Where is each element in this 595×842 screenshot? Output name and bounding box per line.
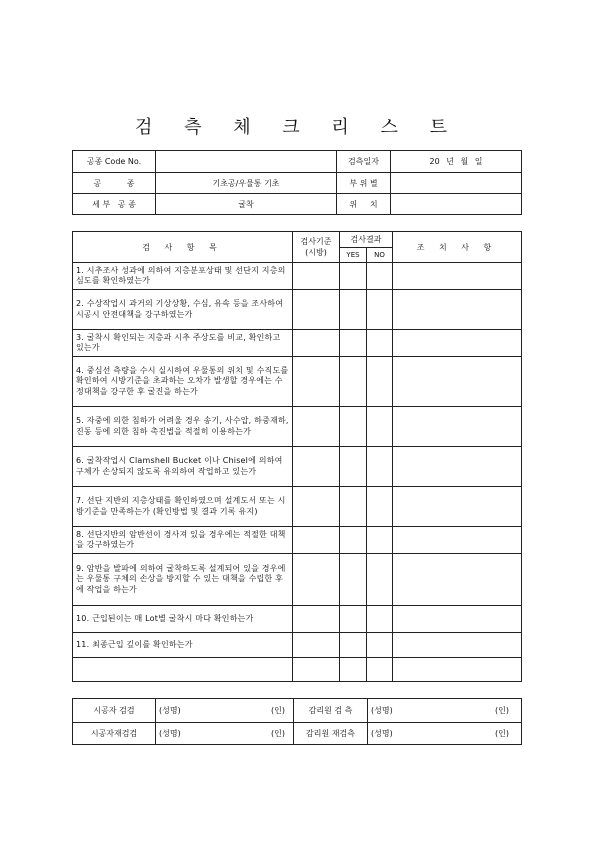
standard-cell[interactable] xyxy=(293,330,340,357)
table-row xyxy=(73,447,522,487)
supervisor-name-field[interactable]: (성명) xyxy=(368,699,468,723)
page-title: 검 측 체 크 리 스 트 xyxy=(134,117,461,138)
contractor-inspect-label: 시공자 검검 xyxy=(73,699,156,723)
standard-cell[interactable] xyxy=(293,633,340,658)
col-yes-header: YES xyxy=(340,248,367,263)
supervisor-seal[interactable]: (인) xyxy=(468,699,522,723)
yes-cell[interactable] xyxy=(340,407,367,447)
check-item-7: 7. 선단 지반의 지층상태를 확인하였으며 설계도서 또는 시방기준을 만족하는가 (확인방법 및 결과 기록 유지) xyxy=(73,487,293,527)
position-label: 위 치 xyxy=(337,194,391,215)
yes-cell[interactable] xyxy=(340,527,367,554)
yes-cell[interactable] xyxy=(340,447,367,487)
yes-cell[interactable] xyxy=(340,330,367,357)
location-label: 부 위 별 xyxy=(337,173,391,194)
no-cell[interactable] xyxy=(367,447,393,487)
location-value-field[interactable] xyxy=(391,173,522,194)
info-table xyxy=(72,150,522,215)
supervisor-reinspect-name-field[interactable]: (성명) xyxy=(368,723,468,745)
action-cell[interactable] xyxy=(393,357,522,407)
table-row xyxy=(73,290,522,330)
date-value-field[interactable]: 20 년 월 일 xyxy=(391,151,522,173)
action-cell[interactable] xyxy=(393,263,522,290)
action-cell[interactable] xyxy=(393,527,522,554)
table-row xyxy=(73,633,522,658)
table-row xyxy=(73,527,522,554)
signature-table xyxy=(72,698,522,745)
table-row xyxy=(73,330,522,357)
yes-cell[interactable] xyxy=(340,263,367,290)
standard-cell[interactable] xyxy=(293,407,340,447)
col-action-header: 조 치 사 항 xyxy=(393,232,522,263)
check-item-5: 5. 자중에 의한 침하가 어려울 경우 송기, 사수압, 하중재하, 진동 등에 의한 침하 촉진법을 적절히 이용하는가 xyxy=(73,407,293,447)
no-cell[interactable] xyxy=(367,554,393,606)
yes-cell[interactable] xyxy=(340,290,367,330)
no-cell[interactable] xyxy=(367,606,393,633)
check-item-11: 11. 최종근입 깊이를 확인하는가 xyxy=(73,633,293,658)
table-row xyxy=(73,606,522,633)
yes-cell[interactable] xyxy=(340,633,367,658)
contractor-reinspect-name-field[interactable]: (성명) xyxy=(156,723,246,745)
work-label: 공 종 xyxy=(73,173,156,194)
supervisor-inspect-label: 감리원 검 측 xyxy=(294,699,368,723)
action-cell[interactable] xyxy=(393,633,522,658)
check-item-10: 10. 근입된이는 매 Lot별 굴착시 마다 확인하는가 xyxy=(73,606,293,633)
supervisor-reinspect-label: 감리원 재검측 xyxy=(294,723,368,745)
contractor-reinspect-label: 시공자재검검 xyxy=(73,723,156,745)
table-row xyxy=(73,487,522,527)
yes-cell[interactable] xyxy=(340,357,367,407)
standard-cell[interactable] xyxy=(293,447,340,487)
check-item-9: 9. 암반을 발파에 의하여 굴착하도록 설계되어 있을 경우에는 우물통 구체의 손상을 방지할 수 있는 대책을 수립한 후에 작업을 하는가 xyxy=(73,554,293,606)
check-item-4: 4. 중심선 측량을 수시 실시하여 우물통의 위치 및 수직도를 확인하여 시방기준을 초과하는 오차가 발생할 경우에는 수정대책을 강구한 후 굴진을 하는가 xyxy=(73,357,293,407)
no-cell[interactable] xyxy=(367,407,393,447)
table-row xyxy=(73,658,522,682)
detail-value-field[interactable]: 굴착 xyxy=(156,194,337,215)
standard-cell[interactable] xyxy=(293,357,340,407)
action-cell[interactable] xyxy=(393,447,522,487)
code-label: 공종 Code No. xyxy=(73,151,156,173)
action-cell[interactable] xyxy=(393,658,522,682)
action-cell[interactable] xyxy=(393,330,522,357)
table-row xyxy=(73,357,522,407)
table-row xyxy=(73,263,522,290)
standard-cell[interactable] xyxy=(293,290,340,330)
standard-cell[interactable] xyxy=(293,658,340,682)
yes-cell[interactable] xyxy=(340,487,367,527)
work-value-field[interactable]: 기초공/우물통 기초 xyxy=(156,173,337,194)
action-cell[interactable] xyxy=(393,606,522,633)
standard-cell[interactable] xyxy=(293,554,340,606)
contractor-reinspect-seal[interactable]: (인) xyxy=(246,723,294,745)
position-value-field[interactable] xyxy=(391,194,522,215)
col-items-header: 검 사 항 목 xyxy=(73,232,293,263)
standard-cell[interactable] xyxy=(293,263,340,290)
standard-cell[interactable] xyxy=(293,527,340,554)
date-label: 검측일자 xyxy=(337,151,391,173)
col-no-header: NO xyxy=(367,248,393,263)
no-cell[interactable] xyxy=(367,658,393,682)
action-cell[interactable] xyxy=(393,290,522,330)
action-cell[interactable] xyxy=(393,407,522,447)
check-item-3: 3. 굴착시 확인되는 지층과 시추 주상도를 비교, 확인하고 있는가 xyxy=(73,330,293,357)
no-cell[interactable] xyxy=(367,487,393,527)
col-standard-header: 검사기준 (시방) xyxy=(293,232,340,263)
yes-cell[interactable] xyxy=(340,606,367,633)
check-item-6: 6. 굴착작업시 Clamshell Bucket 이나 Chisel에 의하여 구체가 손상되지 않도록 유의하여 작업하고 있는가 xyxy=(73,447,293,487)
detail-label: 세 부 공 종 xyxy=(73,194,156,215)
no-cell[interactable] xyxy=(367,290,393,330)
standard-cell[interactable] xyxy=(293,606,340,633)
standard-cell[interactable] xyxy=(293,487,340,527)
supervisor-reinspect-seal[interactable]: (인) xyxy=(468,723,522,745)
check-item-2: 2. 수상작업시 과거의 기상상황, 수심, 유속 등을 조사하여 시공시 안전대책을 강구하였는가 xyxy=(73,290,293,330)
check-item-1: 1. 시추조사 성과에 의하여 지층분포상태 및 선단지 지층의 심도를 확인하였는가 xyxy=(73,263,293,290)
no-cell[interactable] xyxy=(367,330,393,357)
check-item-12[interactable] xyxy=(73,658,293,682)
no-cell[interactable] xyxy=(367,633,393,658)
action-cell[interactable] xyxy=(393,487,522,527)
no-cell[interactable] xyxy=(367,357,393,407)
action-cell[interactable] xyxy=(393,554,522,606)
contractor-seal[interactable]: (인) xyxy=(246,699,294,723)
code-value-field[interactable] xyxy=(156,151,337,173)
yes-cell[interactable] xyxy=(340,658,367,682)
table-row xyxy=(73,554,522,606)
table-row xyxy=(73,407,522,447)
check-item-8: 8. 선단지반의 암반선이 경사져 있을 경우에는 적절한 대책을 강구하였는가 xyxy=(73,527,293,554)
yes-cell[interactable] xyxy=(340,554,367,606)
contractor-name-field[interactable]: (성명) xyxy=(156,699,246,723)
checklist-table xyxy=(72,231,522,682)
no-cell[interactable] xyxy=(367,527,393,554)
no-cell[interactable] xyxy=(367,263,393,290)
col-result-header: 검사결과 xyxy=(340,232,393,248)
